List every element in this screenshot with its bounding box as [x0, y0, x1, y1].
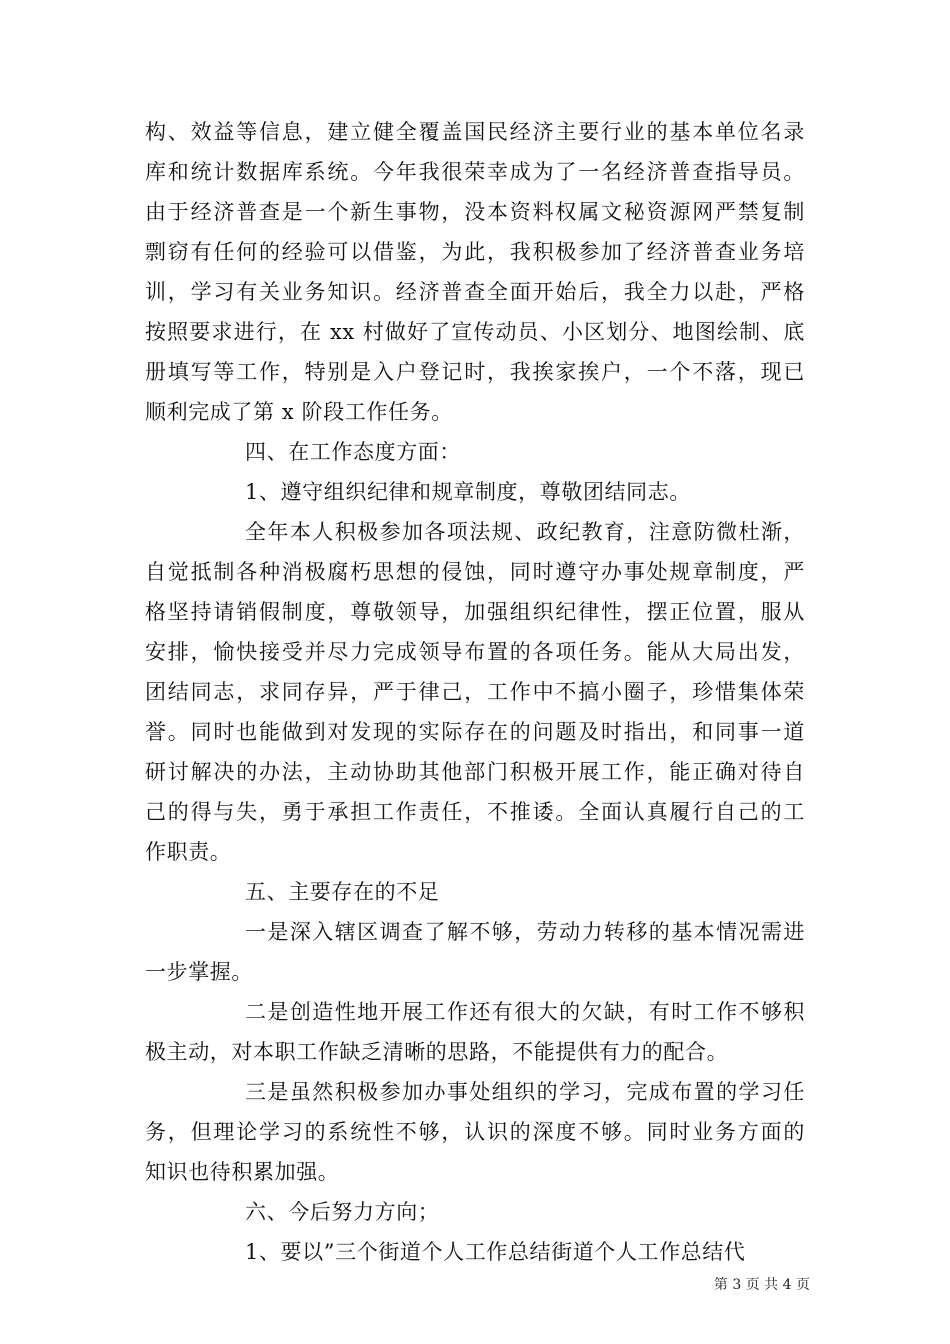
body-line: 由于经济普查是一个新生事物，没本资料权属文秘资源网严禁复制 — [145, 200, 805, 224]
body-line: 誉。同时也能做到对发现的实际存在的问题及时指出，和同事一道 — [145, 720, 805, 744]
body-line: 极主动，对本职工作缺乏清晰的思路，不能提供有力的配合。 — [145, 1040, 729, 1064]
body-line: 务，但理论学习的系统性不够，认识的深度不够。同时业务方面的 — [145, 1120, 805, 1144]
body-line: 作职责。 — [145, 840, 232, 864]
body-line: 库和统计数据库系统。今年我很荣幸成为了一名经济普查指导员。 — [145, 160, 805, 184]
body-line: 安排，愉快接受并尽力完成领导布置的各项任务。能从大局出发， — [145, 640, 805, 664]
body-line: 构、效益等信息，建立健全覆盖国民经济主要行业的基本单位名录 — [145, 120, 805, 144]
section-heading-6: 六、今后努力方向； — [245, 1200, 440, 1224]
body-line: 团结同志，求同存异，严于律己，工作中不搞小圈子，珍惜集体荣 — [145, 680, 805, 704]
body-line: 册填写等工作，特别是入户登记时，我挨家挨户，一个不落，现已 — [145, 360, 805, 384]
body-line: 一是深入辖区调查了解不够，劳动力转移的基本情况需进 — [245, 920, 805, 944]
body-line: 训，学习有关业务知识。经济普查全面开始后，我全力以赴，严格 — [145, 280, 805, 304]
body-line: 二是创造性地开展工作还有很大的欠缺，有时工作不够积 — [245, 1000, 805, 1024]
body-line: 1、要以”三个街道个人工作总结街道个人工作总结代 — [245, 1240, 746, 1264]
body-line: 剽窃有任何的经验可以借鉴，为此，我积极参加了经济普查业务培 — [145, 240, 805, 264]
body-line: 按照要求进行，在 xx 村做好了宣传动员、小区划分、地图绘制、底 — [145, 320, 805, 344]
section-heading-5: 五、主要存在的不足 — [245, 880, 440, 904]
body-line: 自觉抵制各种消极腐朽思想的侵蚀，同时遵守办事处规章制度，严 — [145, 560, 805, 584]
body-line: 一步掌握。 — [145, 960, 253, 984]
page-number-footer: 第 3 页 共 4 页 — [713, 1277, 810, 1293]
body-line: 己的得与失，勇于承担工作责任，不推诿。全面认真履行自己的工 — [145, 800, 805, 824]
section-heading-4: 四、在工作态度方面： — [245, 440, 461, 464]
body-line: 知识也待积累加强。 — [145, 1160, 340, 1184]
body-line: 研讨解决的办法，主动协助其他部门积极开展工作，能正确对待自 — [145, 760, 805, 784]
body-line: 全年本人积极参加各项法规、政纪教育，注意防微杜渐， — [245, 520, 805, 544]
body-line: 顺利完成了第 x 阶段工作任务。 — [145, 400, 453, 424]
subsection-heading: 1、遵守组织纪律和规章制度，尊敬团结同志。 — [245, 480, 691, 504]
body-line: 格坚持请销假制度，尊敬领导，加强组织纪律性，摆正位置，服从 — [145, 600, 805, 624]
body-line: 三是虽然积极参加办事处组织的学习，完成布置的学习任 — [245, 1080, 805, 1104]
